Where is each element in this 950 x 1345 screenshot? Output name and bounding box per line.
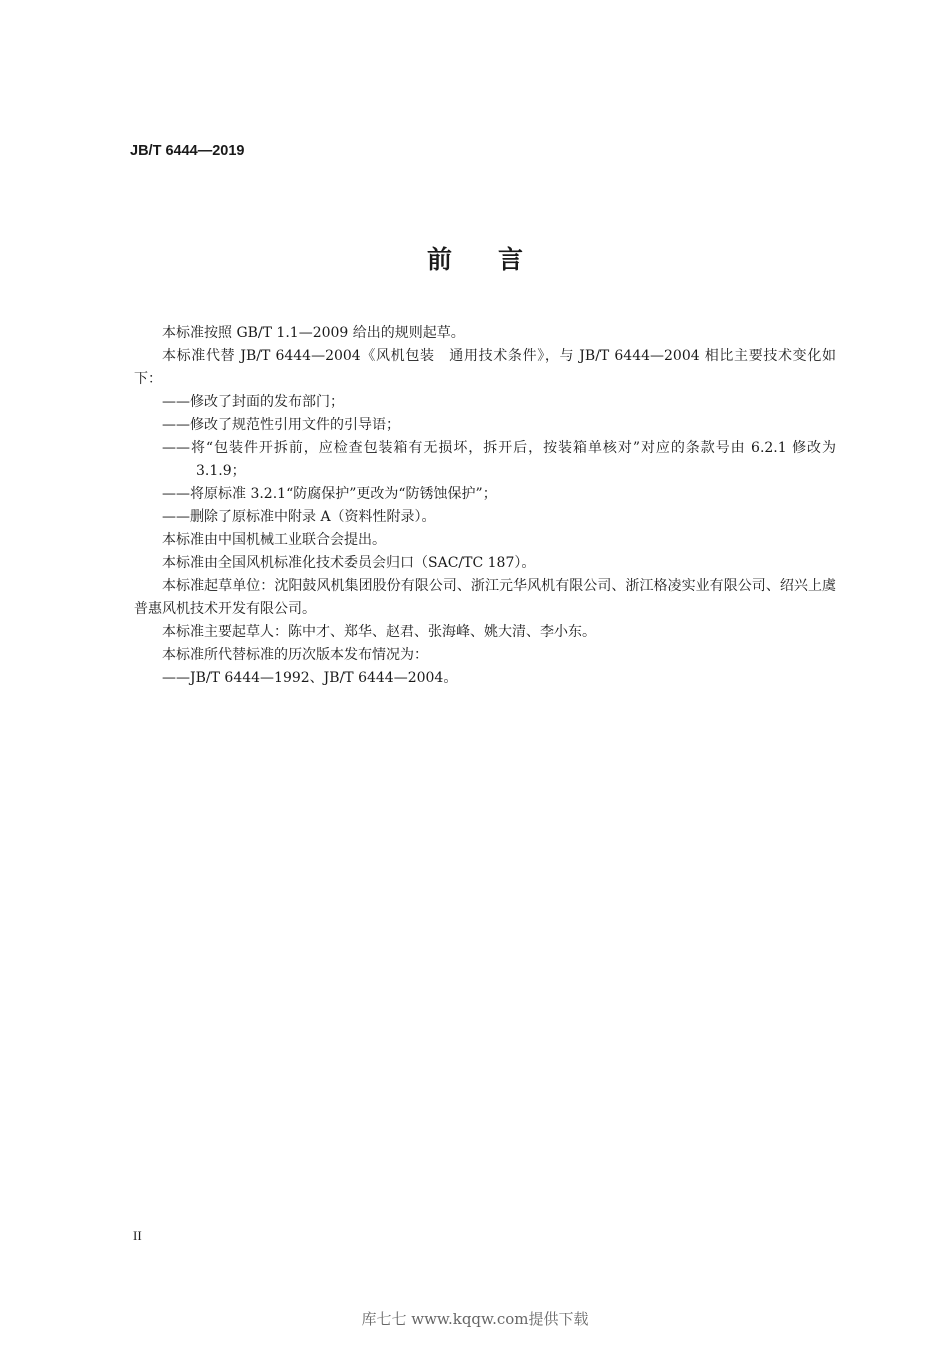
paragraph-under-jurisdiction: 本标准由全国风机标准化技术委员会归口（SAC/TC 187）。 [162,555,536,571]
page-number: II [133,1228,142,1243]
foreword-body [134,322,836,690]
change-item: ——修改了规范性引用文件的引导语； [162,417,400,433]
paragraph-replacement: 本标准代替 JB/T 6444—2004《风机包装 通用技术条件》，与 JB/T 6444—2004 相比主要技术变化如下： [134,348,836,387]
change-item: ——将原标准 3.2.1“防腐保护”更改为“防锈蚀保护”； [162,486,497,502]
paragraph-drafting-rules: 本标准按照 GB/T 1.1—2009 给出的规则起草。 [162,325,465,341]
change-item: ——删除了原标准中附录 A（资料性附录）。 [162,509,436,525]
page-title: 前言 [426,245,569,274]
paragraph-proposed-by: 本标准由中国机械工业联合会提出。 [162,532,386,548]
change-item: ——将“包装件开拆前，应检查包装箱有无损坏，拆开后，按装箱单核对”对应的条款号由 6.2.1 修改为 3.1.9； [162,440,836,479]
paragraph-drafting-units: 本标准起草单位：沈阳鼓风机集团股份有限公司、浙江元华风机有限公司、浙江格凌实业有限公司、绍兴上虞普惠风机技术开发有限公司。 [134,578,836,617]
change-item: ——修改了封面的发布部门； [162,394,344,410]
history-item: ——JB/T 6444—1992、JB/T 6444—2004。 [162,670,458,686]
paragraph-history-intro: 本标准所代替标准的历次版本发布情况为： [162,647,428,663]
paragraph-main-drafters: 本标准主要起草人：陈中才、郑华、赵君、张海峰、姚大清、李小东。 [162,624,596,640]
standard-code: JB/T 6444—2019 [130,143,245,159]
download-watermark: 库七七 www.kqqw.com提供下载 [361,1310,589,1328]
